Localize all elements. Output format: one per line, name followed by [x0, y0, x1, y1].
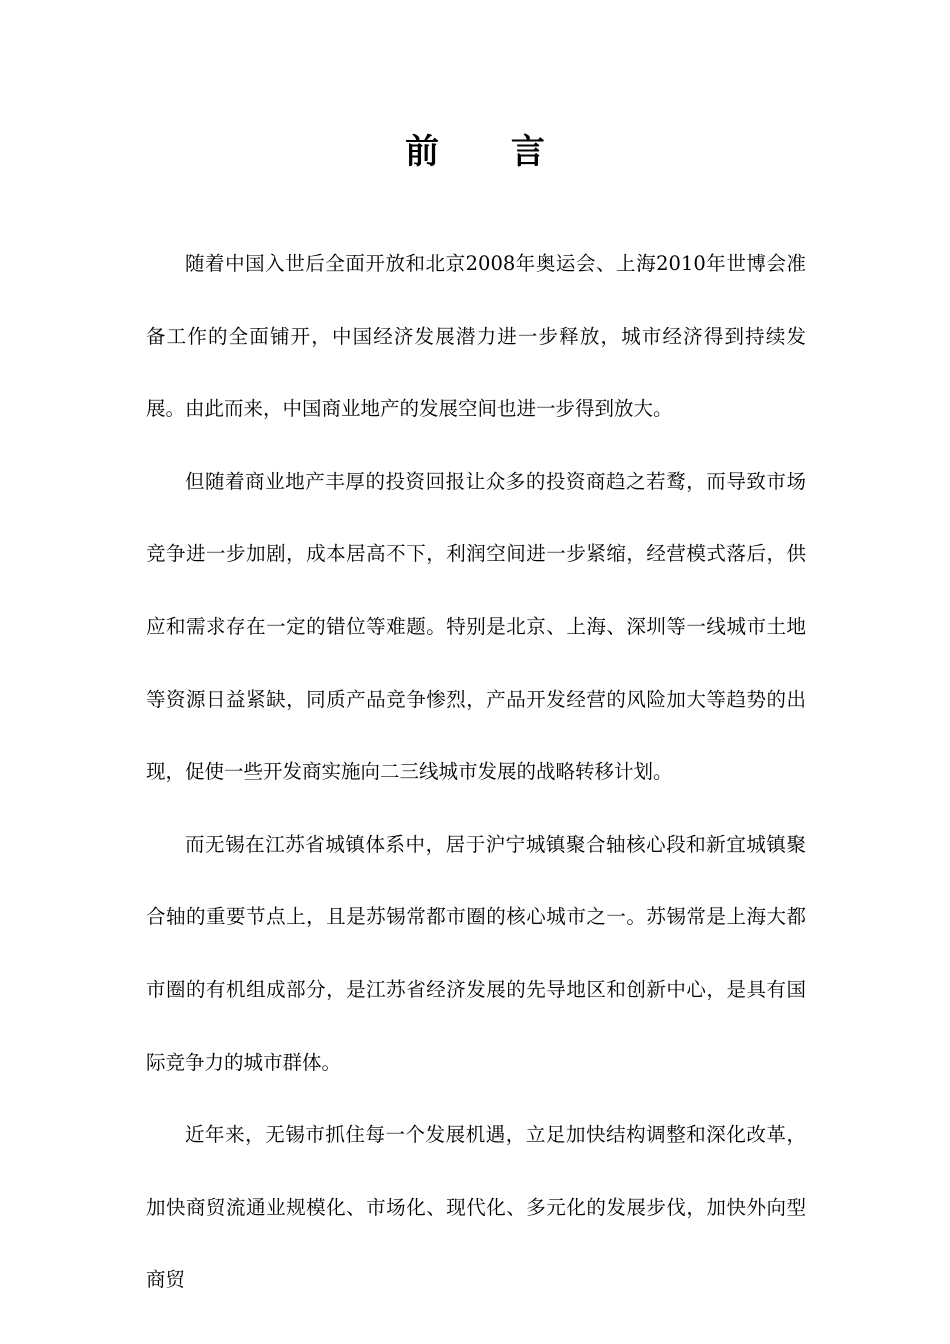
- page-title: 前 言: [405, 132, 575, 172]
- paragraph-3: 而无锡在江苏省城镇体系中，居于沪宁城镇聚合轴核心段和新宜城镇聚合轴的重要节点上，且是苏锡常都市圈的核心城市之一。苏锡常是上海大都市圈的有机组成部分，是江苏省经济发展的先导地区和创新中心，是具有国际竞争力的城市群体。: [146, 832, 806, 1074]
- paragraph-4: 近年来，无锡市抓住每一个发展机遇，立足加快结构调整和深化改革，加快商贸流通业规模化、市场化、现代化、多元化的发展步伐，加快外向型商贸: [146, 1123, 806, 1292]
- paragraph-1: 随着中国入世后全面开放和北京2008年奥运会、上海2010年世博会准备工作的全面铺开，中国经济发展潜力进一步释放，城市经济得到持续发展。由此而来，中国商业地产的发展空间也进一步得到放大。: [146, 252, 806, 421]
- paragraph-2: 但随着商业地产丰厚的投资回报让众多的投资商趋之若鹜，而导致市场竞争进一步加剧，成本居高不下，利润空间进一步紧缩，经营模式落后，供应和需求存在一定的错位等难题。特别是北京、上海、深圳等一线城市土地等资源日益紧缺，同质产品竞争惨烈，产品开发经营的风险加大等趋势的出现，促使一些开发商实施向二三线城市发展的战略转移计划。: [146, 469, 806, 784]
- document-body: [146, 228, 806, 1317]
